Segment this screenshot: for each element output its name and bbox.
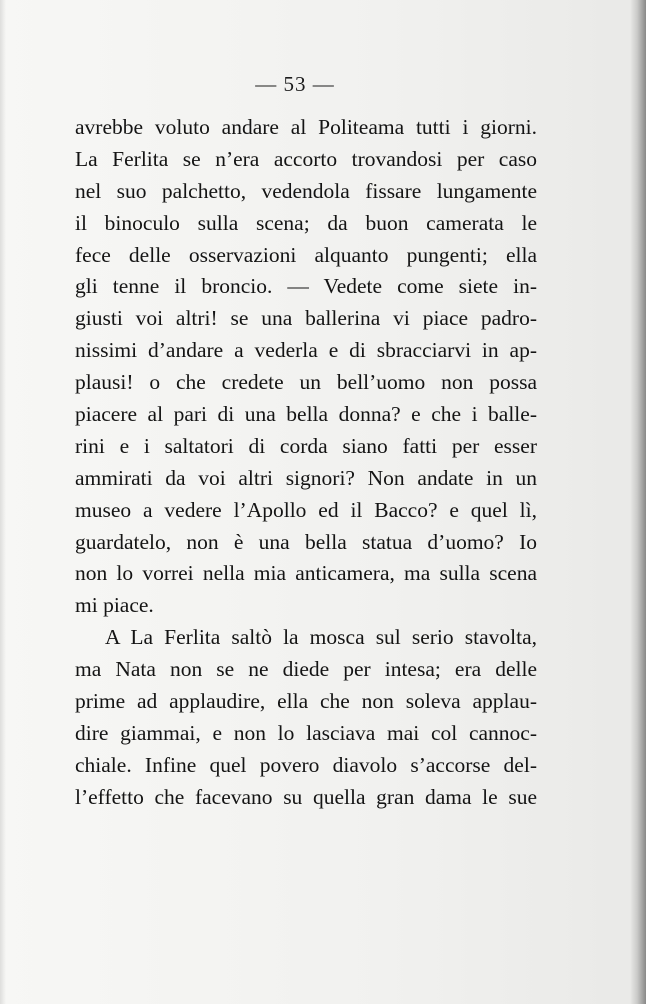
- text-line: guardatelo, non è una bella statua d’uomo? Io: [75, 529, 537, 554]
- text-line: non lo vorrei nella mia anticamera, ma sulla scena: [75, 561, 537, 586]
- body-text: [75, 112, 537, 814]
- page-right-edge-shadow: [630, 0, 646, 1004]
- paragraph-start-line: A La Ferlita saltò la mosca sul serio stavolta,: [105, 625, 537, 650]
- page-left-shadow: [0, 0, 6, 1004]
- text-line: ma Nata non se ne diede per intesa; era delle: [75, 657, 537, 682]
- text-line: plausi! o che credete un bell’uomo non possa: [75, 370, 537, 395]
- text-line: chiale. Infine quel povero diavolo s’accorse del-: [75, 752, 537, 777]
- paragraph-end-line: mi piace.: [75, 593, 154, 618]
- text-line: La Ferlita se n’era accorto trovandosi per caso: [75, 146, 537, 171]
- text-line: avrebbe voluto andare al Politeama tutti i giorni.: [75, 115, 537, 139]
- text-line: ammirati da voi altri signori? Non andate in un: [75, 465, 537, 490]
- text-line: fece delle osservazioni alquanto pungenti; ella: [75, 242, 537, 267]
- text-line: museo a vedere l’Apollo ed il Bacco? e quel lì,: [75, 497, 537, 522]
- text-line: rini e i saltatori di corda siano fatti per esser: [75, 433, 537, 458]
- page-number: — 53 —: [255, 72, 335, 96]
- text-line: l’effetto che facevano su quella gran dama le sue: [75, 784, 537, 809]
- text-line: nel suo palchetto, vedendola fissare lungamente: [75, 178, 537, 203]
- text-line: giusti voi altri! se una ballerina vi piace padro-: [75, 306, 537, 331]
- text-line: il binoculo sulla scena; da buon camerata le: [75, 210, 537, 235]
- text-line: prime ad applaudire, ella che non soleva applau-: [75, 689, 537, 714]
- text-line: nissimi d’andare a vederla e di sbracciarvi in ap-: [75, 338, 537, 363]
- text-line: dire giammai, e non lo lasciava mai col cannoc-: [75, 720, 537, 745]
- text-line: gli tenne il broncio. — Vedete come siete in-: [75, 274, 537, 299]
- text-line: piacere al pari di una bella donna? e che i balle-: [75, 402, 537, 427]
